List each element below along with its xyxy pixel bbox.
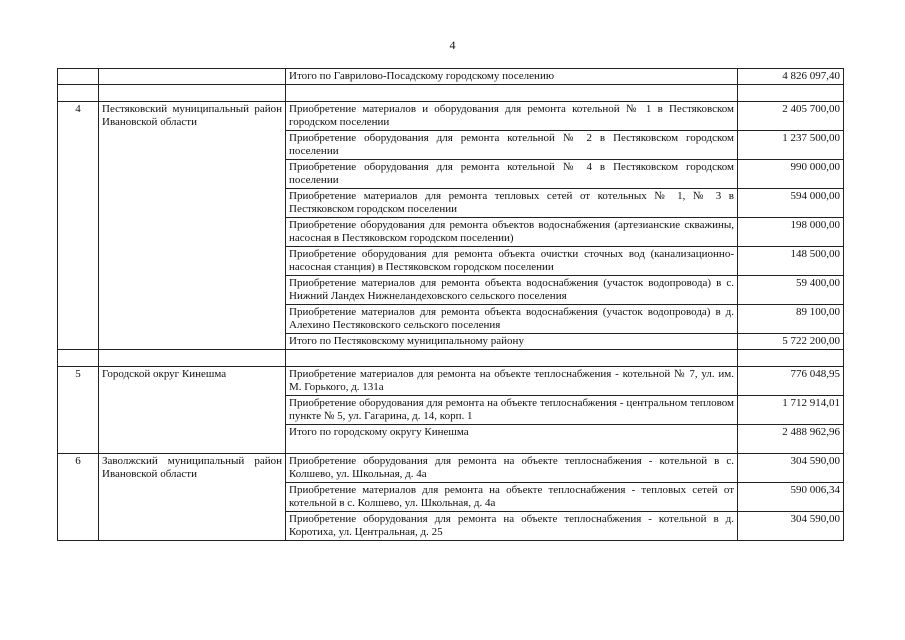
- item-value: 59 400,00: [738, 276, 844, 305]
- item-description: Приобретение оборудования для ремонта котельной № 4 в Пестяковском городском поселении: [286, 160, 738, 189]
- item-value: 776 048,95: [738, 367, 844, 396]
- item-description: Приобретение оборудования для ремонта котельной № 2 в Пестяковском городском поселении: [286, 131, 738, 160]
- item-description: Приобретение материалов для ремонта объекта водоснабжения (участок водопровода) в с. Нижний Ландех Нижнеландеховского сельского поселения: [286, 276, 738, 305]
- section-name: Пестяковский муниципальный район Ивановской области: [99, 102, 286, 350]
- num-cell: [58, 69, 99, 85]
- item-value: 148 500,00: [738, 247, 844, 276]
- item-description: Приобретение материалов для ремонта объекта водоснабжения (участок водопровода) в д. Алехино Пестяковского сельского поселения: [286, 305, 738, 334]
- total-label: Итого по Пестяковскому муниципальному району: [286, 334, 738, 350]
- section-name: Городской округ Кинешма: [99, 367, 286, 454]
- item-value: 198 000,00: [738, 218, 844, 247]
- total-value: 2 488 962,96: [738, 425, 844, 454]
- item-description: Приобретение материалов для ремонта на объекте теплоснабжения - котельной № 7, ул. им. М. Горького, д. 131а: [286, 367, 738, 396]
- page-number: 4: [449, 38, 456, 52]
- spacer-row: [58, 85, 844, 102]
- spacer-row: [58, 350, 844, 367]
- funding-table: [57, 68, 844, 541]
- item-description: Приобретение оборудования для ремонта на объекте теплоснабжения - котельной в с. Колшево, ул. Школьная, д. 4а: [286, 454, 738, 483]
- section-number: 4: [58, 102, 99, 350]
- item-description: Приобретение материалов для ремонта на объекте теплоснабжения - тепловых сетей от котельной в с. Колшево, ул. Школьная, д. 4а: [286, 483, 738, 512]
- item-description: Приобретение оборудования для ремонта объектов водоснабжения (артезианские скважины, насосная в Пестяковском городском поселении): [286, 218, 738, 247]
- total-value: 5 722 200,00: [738, 334, 844, 350]
- section-name: Заволжский муниципальный район Ивановской области: [99, 454, 286, 541]
- item-value: 594 000,00: [738, 189, 844, 218]
- item-description: Приобретение оборудования для ремонта на объекте теплоснабжения - центральном тепловом пункте № 5, ул. Гагарина, д. 14, корп. 1: [286, 396, 738, 425]
- item-value: 89 100,00: [738, 305, 844, 334]
- item-description: Приобретение материалов и оборудования для ремонта котельной № 1 в Пестяковском городском поселении: [286, 102, 738, 131]
- item-description: Приобретение оборудования для ремонта на объекте теплоснабжения - котельной в д. Коротиха, ул. Центральная, д. 25: [286, 512, 738, 541]
- item-value: 2 405 700,00: [738, 102, 844, 131]
- section-number: 5: [58, 367, 99, 454]
- total-label: Итого по Гаврилово-Посадскому городскому поселению: [286, 69, 738, 85]
- item-value: 1 712 914,01: [738, 396, 844, 425]
- table-row: [58, 102, 844, 131]
- item-value: 990 000,00: [738, 160, 844, 189]
- item-description: Приобретение материалов для ремонта тепловых сетей от котельных № 1, № 3 в Пестяковском городском поселении: [286, 189, 738, 218]
- item-value: 1 237 500,00: [738, 131, 844, 160]
- table-row: [58, 367, 844, 396]
- table-row: [58, 454, 844, 483]
- item-value: 304 590,00: [738, 512, 844, 541]
- total-label: Итого по городскому округу Кинешма: [286, 425, 738, 454]
- item-value: 304 590,00: [738, 454, 844, 483]
- section-number: 6: [58, 454, 99, 541]
- name-cell: [99, 69, 286, 85]
- table-row: [58, 69, 844, 85]
- item-value: 590 006,34: [738, 483, 844, 512]
- item-description: Приобретение оборудования для ремонта объекта очистки сточных вод (канализационно-насосная станция) в Пестяковском городском поселении: [286, 247, 738, 276]
- total-value: 4 826 097,40: [738, 69, 844, 85]
